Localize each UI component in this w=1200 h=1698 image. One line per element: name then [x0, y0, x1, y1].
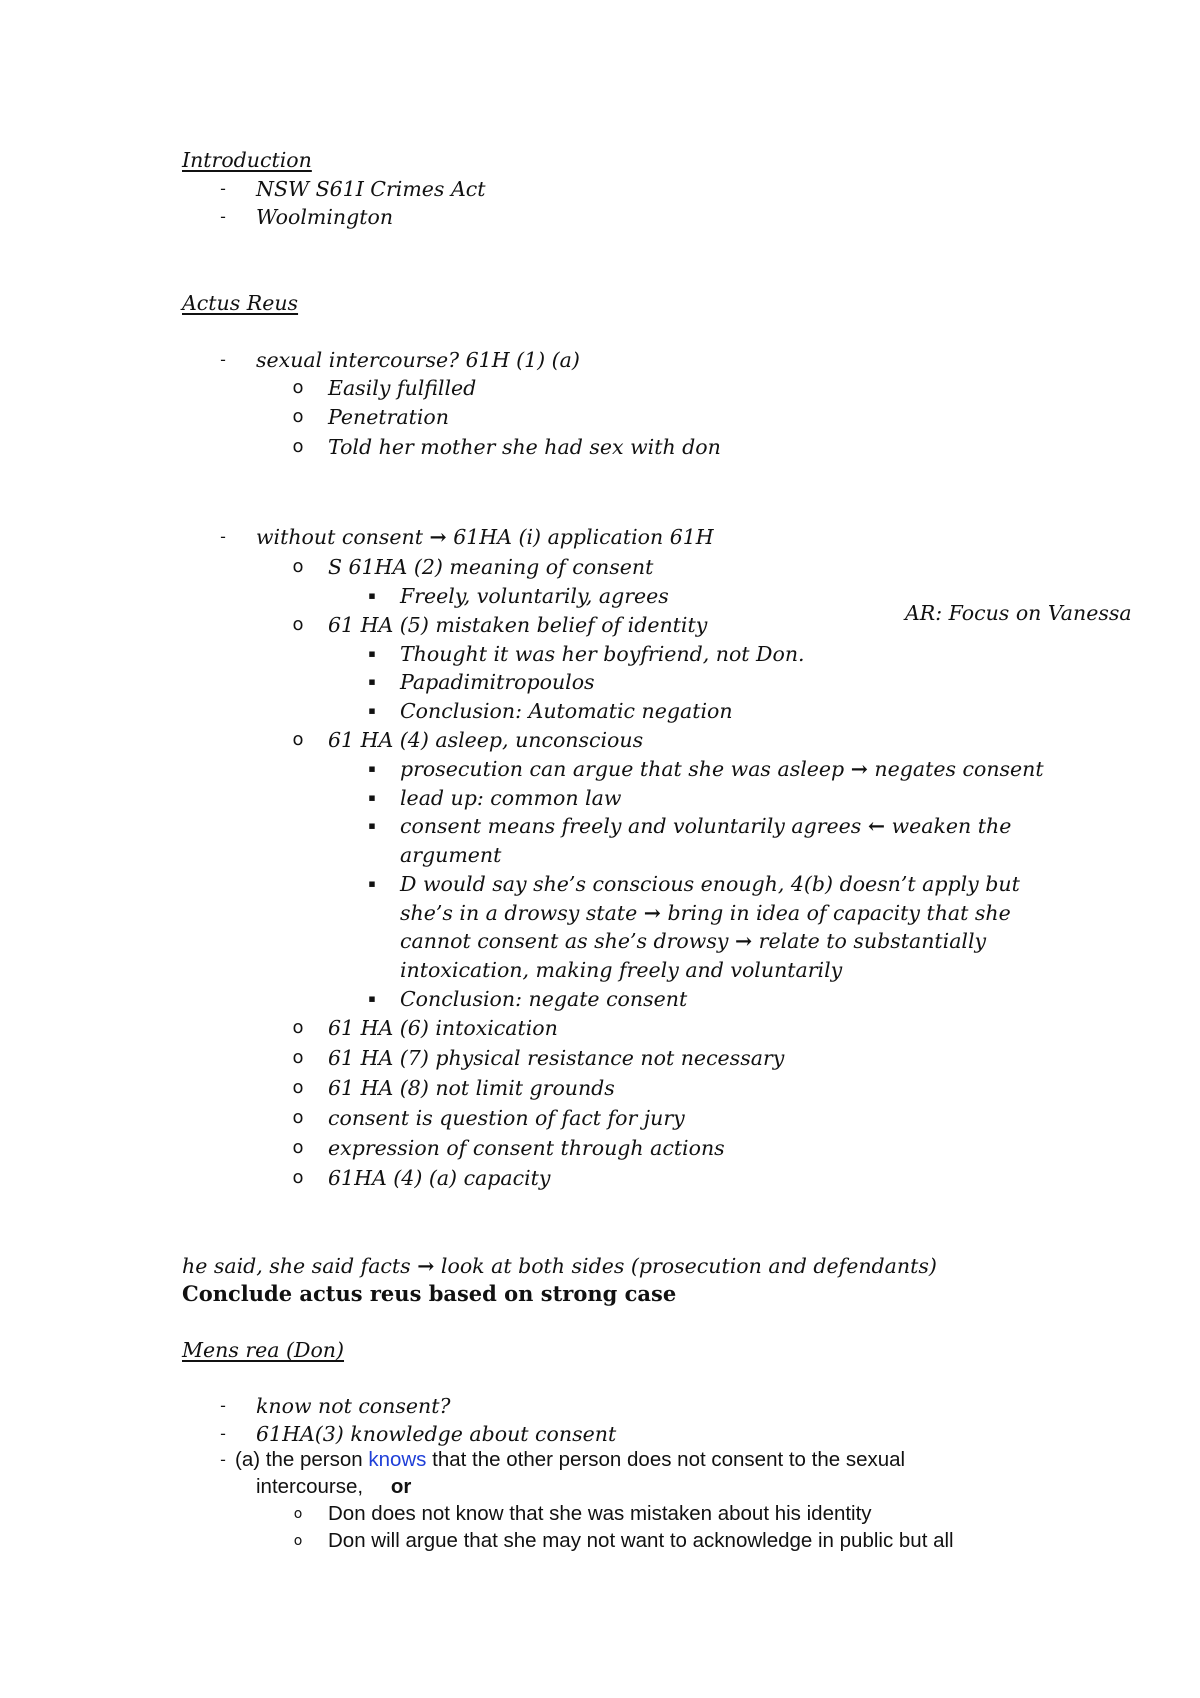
- list-item: expression of consent through actions: [328, 1136, 725, 1160]
- list-item: Conclusion: Automatic negation: [400, 699, 733, 723]
- circle-bullet: o: [292, 556, 304, 577]
- arrow-left-icon: ←: [867, 814, 886, 838]
- or-word: or: [390, 1475, 412, 1498]
- arrow-right-icon: →: [429, 525, 447, 549]
- circle-bullet: o: [293, 1533, 303, 1549]
- arrow-right-icon: →: [850, 757, 868, 781]
- square-bullet: ▪: [368, 647, 376, 660]
- dash-bullet: -: [220, 1396, 226, 1415]
- list-item: Don does not know that she was mistaken about his identity: [328, 1502, 872, 1525]
- square-bullet: ▪: [368, 819, 376, 832]
- list-item: 61 HA (5) mistaken belief of identity: [328, 613, 708, 637]
- text-run: consent means freely and voluntarily agrees: [400, 814, 862, 838]
- circle-bullet: o: [292, 1077, 304, 1098]
- list-item: 61 HA (7) physical resistance not necessary: [328, 1046, 785, 1070]
- list-item: 61 HA (4) asleep, unconscious: [328, 728, 644, 752]
- list-item: [235, 1447, 905, 1473]
- text-run: weaken the: [891, 814, 1012, 838]
- highlighted-word: knows: [368, 1448, 427, 1471]
- list-item: Woolmington: [256, 205, 394, 229]
- section-heading-introduction: Introduction: [182, 148, 312, 172]
- circle-bullet: o: [292, 436, 304, 457]
- text-run: prosecution can argue that she was asleep: [400, 757, 845, 781]
- list-item: Told her mother she had sex with don: [328, 435, 721, 459]
- arrow-right-icon: →: [417, 1254, 435, 1278]
- list-item: [400, 756, 1044, 782]
- text-run: (a) the person: [235, 1448, 363, 1471]
- list-item: 61 HA (6) intoxication: [328, 1016, 558, 1040]
- list-item: 61 HA (8) not limit grounds: [328, 1076, 615, 1100]
- dash-bullet: -: [220, 527, 226, 546]
- square-bullet: ▪: [368, 675, 376, 688]
- arrow-right-icon: →: [643, 901, 661, 925]
- circle-bullet: o: [293, 1506, 303, 1522]
- list-item: D would say she’s conscious enough, 4(b) doesn’t apply but: [400, 872, 1020, 896]
- dash-bullet: -: [220, 350, 226, 369]
- list-item: Papadimitropoulos: [400, 670, 595, 694]
- text-run: he said, she said facts: [182, 1254, 411, 1278]
- list-item: Don will argue that she may not want to acknowledge in public but all: [328, 1529, 954, 1552]
- side-note: AR: Focus on Vanessa: [905, 601, 1132, 625]
- section-heading-mens-rea: Mens rea (Don): [182, 1338, 345, 1362]
- list-item: sexual intercourse? 61H (1) (a): [256, 348, 580, 372]
- circle-bullet: o: [292, 1047, 304, 1068]
- list-item: [400, 813, 1011, 839]
- list-item: lead up: common law: [400, 786, 622, 810]
- list-item: 61HA(3) knowledge about consent: [256, 1422, 617, 1446]
- list-item-continuation: [400, 928, 986, 954]
- dash-bullet: -: [220, 179, 226, 198]
- list-item-continuation: [400, 900, 1011, 926]
- list-item-continuation: argument: [400, 843, 502, 867]
- list-item: know not consent?: [256, 1394, 451, 1418]
- text-run: without consent: [256, 525, 423, 549]
- text-run: look at both sides (prosecution and defendants): [440, 1254, 937, 1278]
- circle-bullet: o: [292, 1017, 304, 1038]
- circle-bullet: o: [292, 377, 304, 398]
- list-item: 61HA (4) (a) capacity: [328, 1166, 551, 1190]
- list-item: [256, 524, 714, 550]
- arrow-right-icon: →: [734, 929, 753, 953]
- text-run: bring in idea of capacity that she: [667, 901, 1011, 925]
- circle-bullet: o: [292, 406, 304, 427]
- square-bullet: ▪: [368, 704, 376, 717]
- text-run: she’s in a drowsy state: [400, 901, 638, 925]
- text-run: intercourse,: [256, 1475, 364, 1498]
- text-run: relate to substantially: [758, 929, 987, 953]
- summary-line: [182, 1253, 937, 1279]
- section-heading-actus-reus: Actus Reus: [182, 291, 299, 315]
- list-item-continuation: [256, 1474, 411, 1500]
- text-run: 61HA (i) application 61H: [453, 525, 714, 549]
- square-bullet: ▪: [368, 992, 376, 1005]
- text-run: that the other person does not consent to the sexual: [432, 1448, 906, 1471]
- list-item-continuation: intoxication, making freely and voluntarily: [400, 958, 843, 982]
- list-item: Conclusion: negate consent: [400, 987, 688, 1011]
- circle-bullet: o: [292, 729, 304, 750]
- list-item: Freely, voluntarily, agrees: [400, 584, 669, 608]
- square-bullet: ▪: [368, 877, 376, 890]
- circle-bullet: o: [292, 614, 304, 635]
- circle-bullet: o: [292, 1167, 304, 1188]
- square-bullet: ▪: [368, 762, 376, 775]
- list-item: Easily fulfilled: [328, 376, 477, 400]
- text-run: cannot consent as she’s drowsy: [400, 929, 729, 953]
- dash-bullet: -: [220, 1450, 226, 1469]
- dash-bullet: -: [220, 1424, 226, 1443]
- square-bullet: ▪: [368, 589, 376, 602]
- list-item: NSW S61I Crimes Act: [256, 177, 486, 201]
- list-item: consent is question of fact for jury: [328, 1106, 685, 1130]
- circle-bullet: o: [292, 1107, 304, 1128]
- list-item: Penetration: [328, 405, 449, 429]
- circle-bullet: o: [292, 1137, 304, 1158]
- dash-bullet: -: [220, 207, 226, 226]
- conclusion-line: Conclude actus reus based on strong case: [182, 1281, 677, 1306]
- square-bullet: ▪: [368, 791, 376, 804]
- list-item: Thought it was her boyfriend, not Don.: [400, 642, 805, 666]
- list-item: S 61HA (2) meaning of consent: [328, 555, 654, 579]
- text-run: negates consent: [874, 757, 1044, 781]
